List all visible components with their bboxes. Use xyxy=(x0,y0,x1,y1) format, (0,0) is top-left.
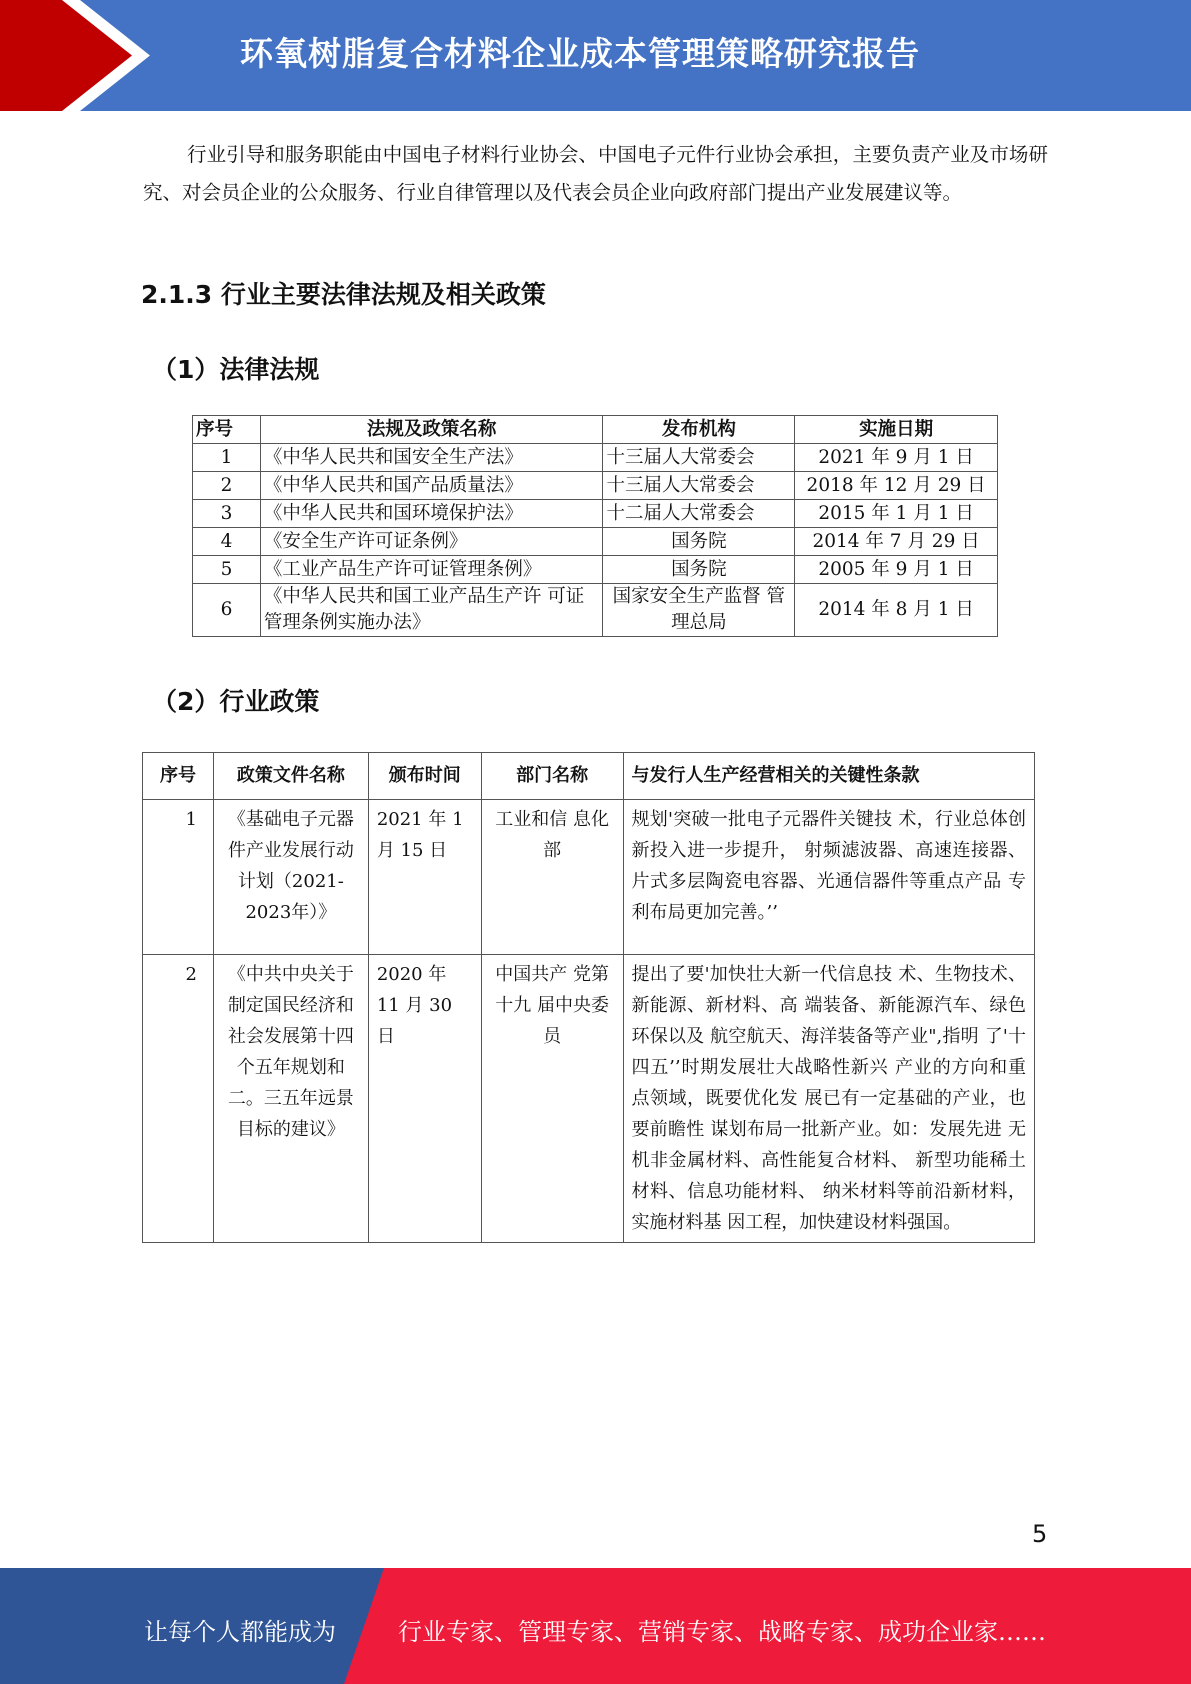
law-name: 《中华人民共和国产品质量法》 xyxy=(260,472,603,500)
policy-department: 中国共产 党第十九 届中央委 员 xyxy=(481,955,623,1243)
header-arrow-decoration xyxy=(0,0,260,111)
table-row xyxy=(193,584,998,637)
law-agency: 国务院 xyxy=(603,528,795,556)
row-number: 5 xyxy=(193,556,261,584)
policy-department: 工业和信 息化部 xyxy=(481,800,623,955)
law-agency: 国家安全生产监督 管理总局 xyxy=(603,584,795,637)
table-row xyxy=(143,955,1035,1243)
table-row xyxy=(143,800,1035,955)
col-header: 发布机构 xyxy=(603,416,795,444)
law-name: 《中华人民共和国安全生产法》 xyxy=(260,444,603,472)
row-number: 1 xyxy=(193,444,261,472)
policies-heading: （2）行业政策 xyxy=(152,687,320,716)
col-header: 颁布时间 xyxy=(368,753,481,800)
table-row xyxy=(193,528,998,556)
law-name: 《安全生产许可证条例》 xyxy=(260,528,603,556)
row-number: 4 xyxy=(193,528,261,556)
col-header: 序号 xyxy=(143,753,214,800)
page-header xyxy=(0,0,1191,111)
policy-name: 《基础电子元器件产业发展行动计划（2021-2023年）》 xyxy=(213,800,368,955)
law-date: 2014 年 8 月 1 日 xyxy=(795,584,998,637)
policy-date: 2020 年 11 月 30 日 xyxy=(368,955,481,1243)
law-name: 《中华人民共和国环境保护法》 xyxy=(260,500,603,528)
policies-table xyxy=(142,752,1035,1243)
laws-heading: （1）法律法规 xyxy=(152,355,320,384)
table-row xyxy=(193,556,998,584)
law-date: 2014 年 7 月 29 日 xyxy=(795,528,998,556)
col-header: 序号 xyxy=(193,416,261,444)
table-row xyxy=(193,472,998,500)
row-number: 6 xyxy=(193,584,261,637)
row-number: 3 xyxy=(193,500,261,528)
page-number: 5 xyxy=(1032,1520,1048,1548)
policy-clause: 规划'突破一批电子元器件关键技 术，行业总体创新投入进一步提升， 射频滤波器、高速连接器、片式多层陶瓷电容器、光通信器件等重点产品 专利布局更加完善。’’ xyxy=(623,800,1034,955)
law-name: 《中华人民共和国工业产品生产许 可证管理条例实施办法》 xyxy=(260,584,603,637)
policy-name: 《中共中央关于制定国民经济和社会发展第十四个五年规划和二。三五年远景目标的建议》 xyxy=(213,955,368,1243)
table-row xyxy=(193,500,998,528)
law-date: 2021 年 9 月 1 日 xyxy=(795,444,998,472)
col-header: 实施日期 xyxy=(795,416,998,444)
policy-date: 2021 年 1 月 15 日 xyxy=(368,800,481,955)
laws-table xyxy=(192,415,998,637)
page-footer xyxy=(0,1568,1191,1684)
policies-header-row xyxy=(143,753,1035,800)
intro-paragraph: 行业引导和服务职能由中国电子材料行业协会、中国电子元件行业协会承担，主要负责产业及市场研究、对会员企业的公众服务、行业自律管理以及代表会员企业向政府部门提出产业发展建议等。 xyxy=(143,143,1048,204)
col-header: 与发行人生产经营相关的关键性条款 xyxy=(623,753,1034,800)
law-date: 2005 年 9 月 1 日 xyxy=(795,556,998,584)
col-header: 政策文件名称 xyxy=(213,753,368,800)
section-heading: 2.1.3 行业主要法律法规及相关政策 xyxy=(141,280,546,309)
law-agency: 十三届人大常委会 xyxy=(603,444,795,472)
law-agency: 十二届人大常委会 xyxy=(603,500,795,528)
report-title: 环氧树脂复合材料企业成本管理策略研究报告 xyxy=(240,34,920,73)
row-number: 2 xyxy=(143,955,214,1243)
law-agency: 国务院 xyxy=(603,556,795,584)
row-number: 1 xyxy=(143,800,214,955)
col-header: 部门名称 xyxy=(481,753,623,800)
law-date: 2015 年 1 月 1 日 xyxy=(795,500,998,528)
footer-slogan-right: 行业专家、管理专家、营销专家、战略专家、成功企业家…… xyxy=(398,1618,1046,1646)
policy-clause: 提出了要'加快壮大新一代信息技 术、生物技术、新能源、新材料、高 端装备、新能源汽车、绿色环保以及 航空航天、海洋装备等产业",指明 了'十四五’’时期发展壮大战略性新兴 产业的方向和重点领域，既要优化发 展已有一定基础的产业，也要前瞻性 谋划布局一批新产业。如：发展先进 无机非金属材料、高性能复合材料、 新型功能稀土材料、信息功能材料、 纳米材料等前沿新材料，实施材料基 因工程，加快建设材料强国。 xyxy=(623,955,1034,1243)
footer-slogan-left: 让每个人都能成为 xyxy=(144,1618,336,1646)
row-number: 2 xyxy=(193,472,261,500)
col-header: 法规及政策名称 xyxy=(260,416,603,444)
law-date: 2018 年 12 月 29 日 xyxy=(795,472,998,500)
table-row xyxy=(193,444,998,472)
law-name: 《工业产品生产许可证管理条例》 xyxy=(260,556,603,584)
laws-header-row xyxy=(193,416,998,444)
law-agency: 十三届人大常委会 xyxy=(603,472,795,500)
